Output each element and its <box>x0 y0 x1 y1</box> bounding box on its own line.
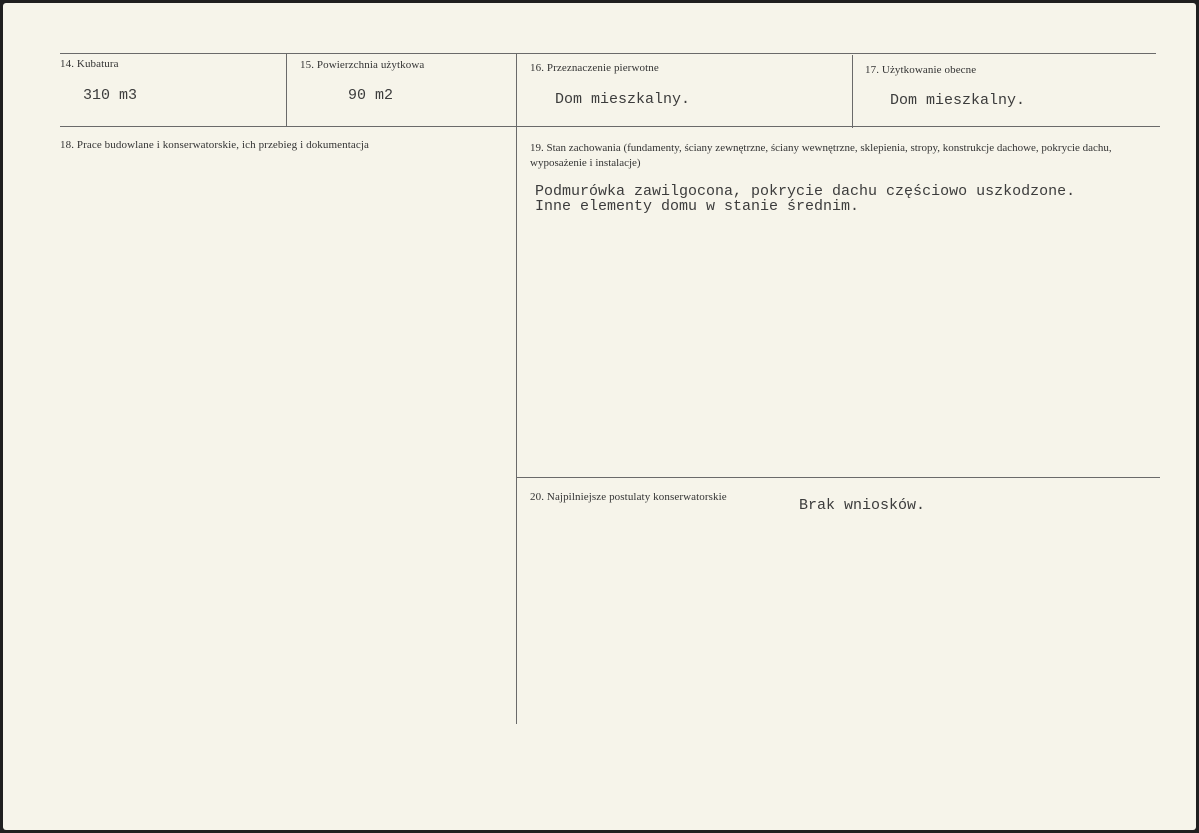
divider-16-17 <box>852 55 853 128</box>
divider-15-16 <box>516 53 517 126</box>
row1-bottom-line <box>60 126 1160 127</box>
stan-zachowania-value-line2: Inne elementy domu w stanie średnim. <box>535 198 860 215</box>
divider-18-19 <box>516 126 517 724</box>
divider-14-15 <box>286 53 287 126</box>
kubatura-value: 310 m3 <box>83 87 138 104</box>
przeznaczenie-label: 16. Przeznaczenie pierwotne <box>530 62 659 74</box>
row19-bottom-line <box>516 477 1160 478</box>
postulaty-value: Brak wniosków. <box>799 497 926 514</box>
top-border-line <box>60 53 1156 54</box>
uzytkowanie-value: Dom mieszkalny. <box>890 92 1026 109</box>
record-card <box>3 3 1196 830</box>
przeznaczenie-value: Dom mieszkalny. <box>555 91 691 108</box>
kubatura-label: 14. Kubatura <box>60 58 119 70</box>
prace-budowlane-label: 18. Prace budowlane i konserwatorskie, ich przebieg i dokumentacja <box>60 139 369 151</box>
stan-zachowania-value-line1: Podmurówka zawilgocona, pokrycie dachu częściowo uszkodzone. <box>535 183 1076 200</box>
stan-zachowania-label: 19. Stan zachowania (fundamenty, ściany zewnętrzne, ściany wewnętrzne, sklepienia, stropy, konstrukcje dachowe, pokrycie dachu, wyposażenie i instalacje) <box>530 142 1112 169</box>
postulaty-label: 20. Najpilniejsze postulaty konserwatorskie <box>530 491 727 503</box>
powierzchnia-label: 15. Powierzchnia użytkowa <box>300 59 425 71</box>
uzytkowanie-label: 17. Użytkowanie obecne <box>865 64 977 76</box>
powierzchnia-value: 90 m2 <box>348 87 394 104</box>
